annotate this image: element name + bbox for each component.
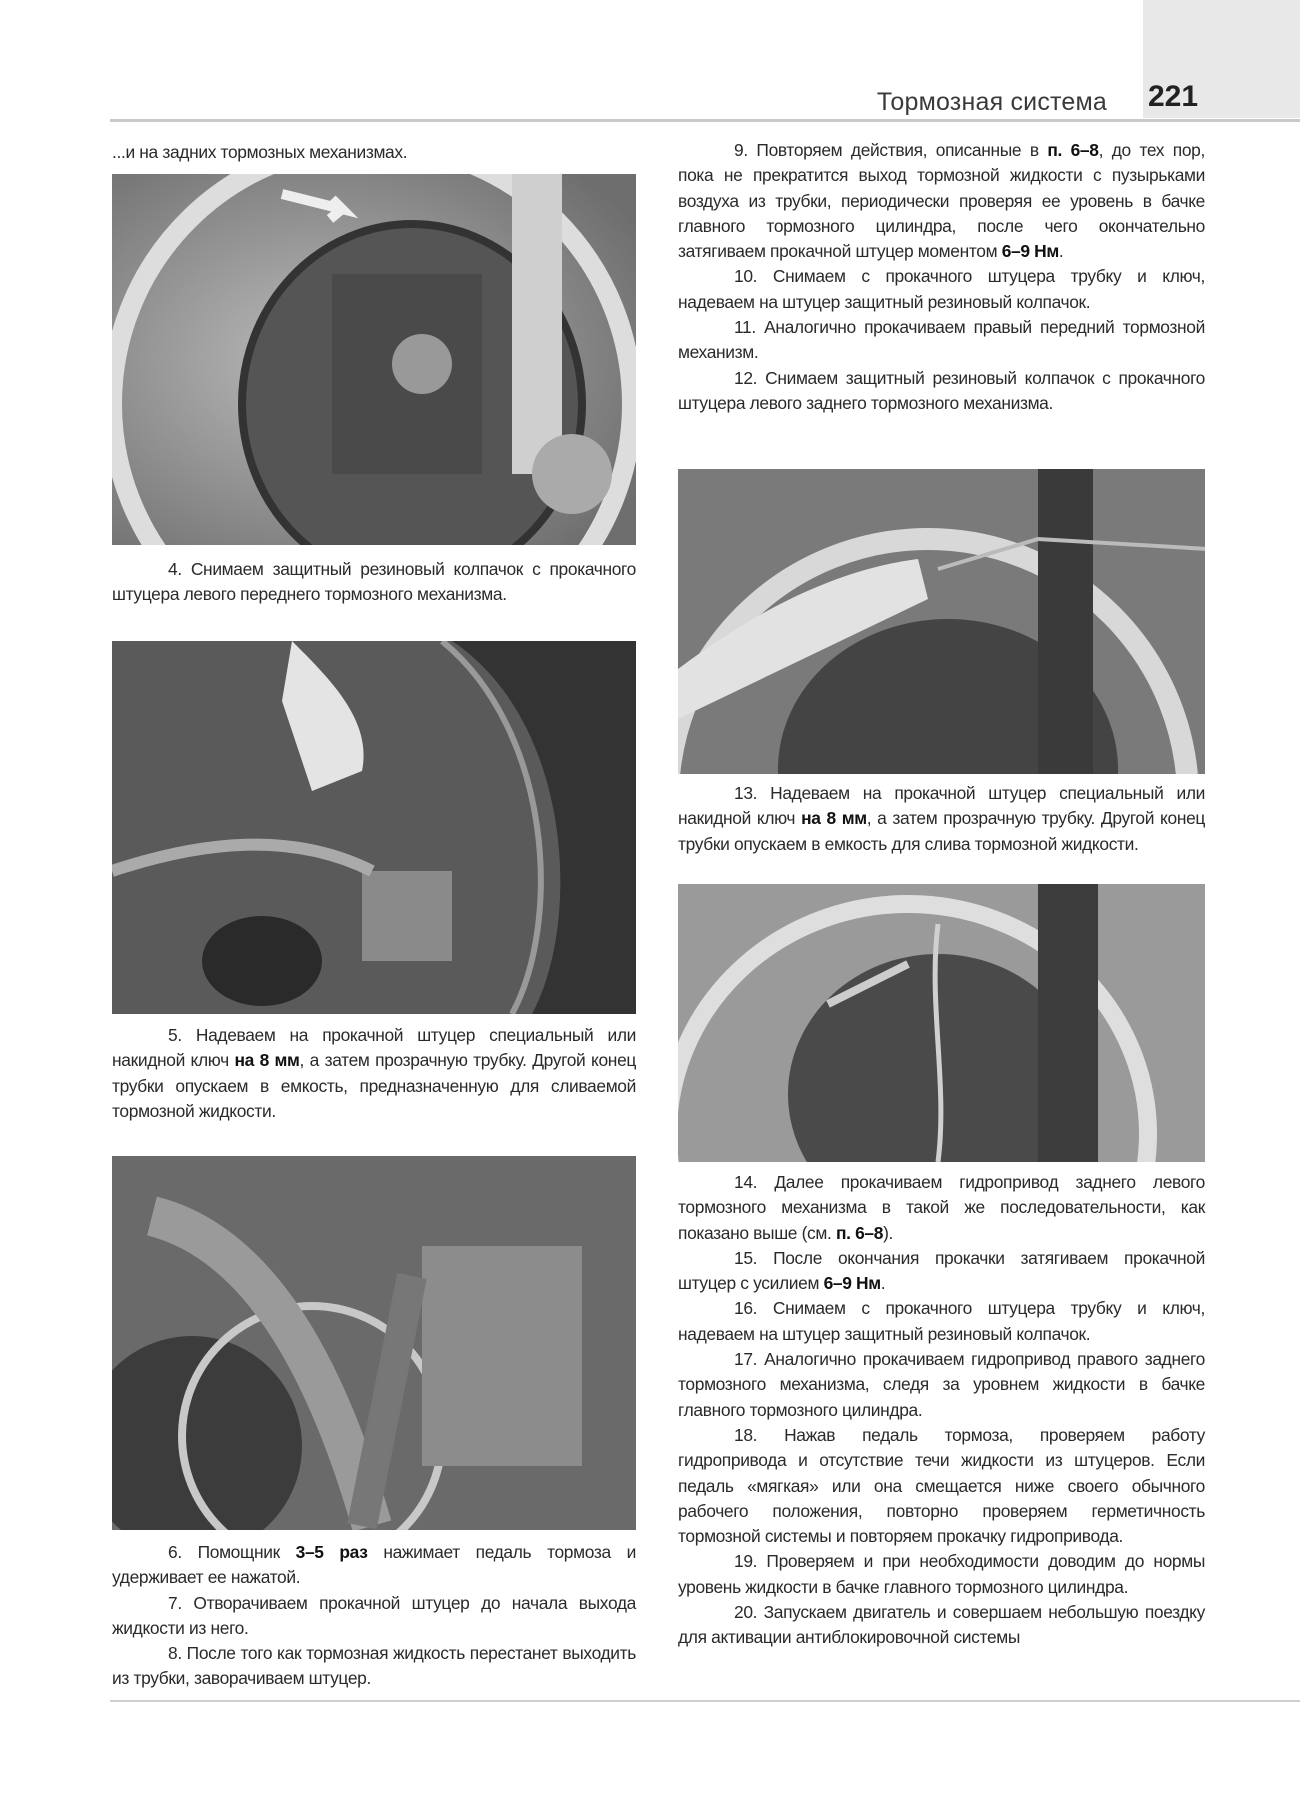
step-text: 16. Снимаем с прокачного штуцера трубку и ключ, надеваем на штуцер защитный резиновый колпачок. [678,1298,1205,1344]
instruction-step [678,1600,1205,1651]
instruction-step [678,1246,1205,1297]
bold-value: 6–9 Нм [1001,241,1059,262]
section-title: Тормозная система [876,88,1107,116]
instruction-step [112,1591,636,1642]
step-text: 9. Повторяем действия, описанные в [734,140,1048,160]
instruction-step [678,1423,1205,1549]
instruction-step [678,1347,1205,1423]
step-text: , а затем прозрачную трубку. Другой конец трубки опускаем в емкость для слива тормозной жидкости. [678,808,1206,854]
instruction-step [678,264,1205,315]
bold-value: 6–9 Нм [823,1273,881,1294]
step-text: , а затем прозрачную трубку. Другой конец трубки опускаем в емкость, предназначенную для сливаемой тормозной жидкости. [112,1050,636,1121]
step-text: 11. Аналогично прокачиваем правый передний тормозной механизм. [678,317,1205,363]
instruction-step [678,315,1205,366]
instruction-step [678,781,1205,857]
step-text: 6. Помощник [168,1542,296,1562]
bold-value: п. 6–8 [1047,140,1099,160]
step-text: 18. Нажав педаль тормоза, проверяем работу гидропривода и отсутствие течи жидкости из штуцеров. Если педаль «мягкая» или она смещается ниже своего обычного рабочего положения, повторно проверяем герметичность тормозной системы и повторяем прокачку гидропривода. [678,1424,1205,1547]
step-text: 7. Отворачиваем прокачной штуцер до начала выхода жидкости из него. [112,1592,636,1638]
step-text: 13. Надеваем на прокачной штуцер специальный или накидной ключ [678,783,1205,829]
photo-caption: ...и на задних тормозных механизмах. [112,142,408,162]
step-text: 15. После окончания прокачки затягиваем прокачной штуцер с усилием [678,1247,1205,1294]
left-text-block-a [112,557,636,608]
step-text: 4. Снимаем защитный резиновый колпачок с прокачного штуцера левого переднего тормозного механизма. [112,559,636,605]
photo-rear-brake-drum [112,174,636,545]
photo-rear-bleeder-wrench [678,884,1205,1162]
step-text: . [880,1273,886,1294]
bold-value: на 8 мм [234,1050,300,1071]
footer-divider [110,1700,1300,1702]
step-text: нажимает педаль тормоза и удерживает ее нажатой. [112,1542,636,1588]
header-divider [110,119,1300,122]
left-text-block-b [112,1023,636,1124]
instruction-step [678,1170,1205,1246]
bold-value: на 8 мм [801,808,867,829]
step-text: 8. После того как тормозная жидкость перестанет выходить из трубки, заворачиваем штуцер. [112,1643,636,1689]
step-text: ). [883,1222,893,1243]
right-text-block-b [678,781,1205,857]
step-text: 17. Аналогично прокачиваем гидропривод правого заднего тормозного механизма, следя за уровнем жидкости в бачке главного тормозного цилиндра. [678,1349,1205,1420]
instruction-step [678,1549,1205,1600]
instruction-step [112,1641,636,1692]
photo-rear-bleeder-cap [678,469,1205,774]
right-text-block-c [678,1170,1205,1651]
bold-value: п. 6–8 [835,1222,884,1243]
instruction-step [678,1296,1205,1347]
instruction-step [678,138,1205,264]
step-text: 14. Далее прокачиваем гидропривод заднего левого тормозного механизма в такой же последовательности, как показано выше (см. [678,1172,1205,1243]
step-text: 5. Надеваем на прокачной штуцер специальный или накидной ключ [112,1025,636,1071]
right-text-block-a [678,138,1205,416]
photo-bleeding-tube [112,1156,636,1530]
photo-front-brake-caliper [112,641,636,1014]
step-text: 10. Снимаем с прокачного штуцера трубку и ключ, надеваем на штуцер защитный резиновый колпачок. [678,266,1205,312]
bold-value: 3–5 раз [295,1542,368,1562]
step-text: . [1058,241,1064,262]
left-text-block-c [112,1540,636,1692]
instruction-step [112,557,636,608]
page-number: 221 [1148,80,1199,113]
instruction-step [678,366,1205,417]
left-caption-block [112,140,636,165]
instruction-step [112,1540,636,1591]
step-text: 12. Снимаем защитный резиновый колпачок с прокачного штуцера левого заднего тормозного механизма. [678,367,1205,413]
step-text: 20. Запускаем двигатель и совершаем небольшую поездку для активации антиблокировочной системы [678,1602,1205,1648]
step-text: 19. Проверяем и при необходимости доводим до нормы уровень жидкости в бачке главного тормозного цилиндра. [678,1551,1205,1597]
step-text: , до тех пор, пока не прекратится выход тормозной жидкости с пузырьками воздуха из трубки, периодически проверяя ее уровень в бачке главного тормозного цилиндра, после чего окончательно затягиваем прокачной штуцер моментом [678,140,1205,262]
instruction-step [112,1023,636,1124]
